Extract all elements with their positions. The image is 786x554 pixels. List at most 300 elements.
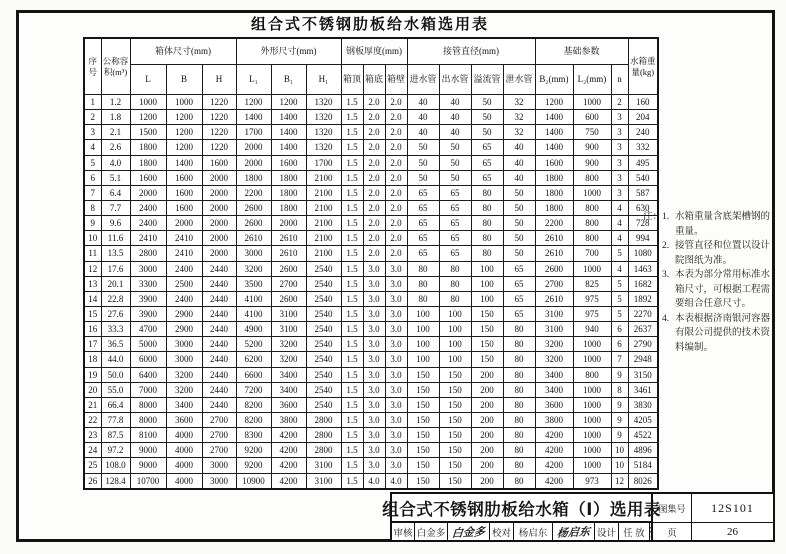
table-cell: 3150 [628, 367, 658, 382]
table-cell: 100 [407, 352, 439, 367]
table-cell: 1800 [535, 170, 573, 185]
table-cell: 40 [439, 110, 471, 125]
table-cell: 3.0 [385, 428, 407, 443]
table-cell: 2.0 [363, 110, 385, 125]
table-cell: 2200 [535, 216, 573, 231]
table-row [84, 246, 658, 261]
table-row [84, 473, 658, 489]
table-cell: 65 [503, 261, 535, 276]
table-cell: 100 [439, 352, 471, 367]
table-cell: 65 [407, 216, 439, 231]
table-cell: 12 [611, 473, 628, 489]
table-cell: 160 [628, 95, 658, 110]
table-cell: 100 [439, 322, 471, 337]
table-cell: 150 [439, 458, 471, 473]
table-cell: 3 [611, 125, 628, 140]
table-cell: 3100 [535, 322, 573, 337]
table-cell: 2700 [202, 428, 236, 443]
table-cell: 3200 [535, 337, 573, 352]
table-cell: 65 [407, 200, 439, 215]
table-cell: 1800 [271, 185, 306, 200]
table-cell: 1400 [535, 125, 573, 140]
table-cell: 900 [573, 140, 611, 155]
table-cell: 6 [611, 322, 628, 337]
table-cell: 7200 [236, 382, 271, 397]
table-cell: 2440 [202, 291, 236, 306]
col-header-H1: H₁ [306, 65, 341, 95]
table-cell: 7 [611, 352, 628, 367]
col-header-L2: L₂(mm) [573, 65, 611, 95]
table-cell: 587 [628, 185, 658, 200]
table-cell: 2.6 [101, 140, 130, 155]
table-cell: 3.0 [385, 458, 407, 473]
table-cell: 2000 [202, 200, 236, 215]
table-cell: 2440 [202, 276, 236, 291]
design-label: 设计 [595, 523, 619, 540]
table-cell: 4 [611, 231, 628, 246]
table-cell: 1.5 [341, 382, 363, 397]
note-item [662, 210, 777, 239]
table-cell: 200 [471, 428, 503, 443]
table-cell: 1.5 [341, 231, 363, 246]
table-cell: 1000 [573, 261, 611, 276]
table-cell: 3600 [535, 397, 573, 412]
table-cell: 13 [84, 276, 101, 291]
table-cell: 5200 [236, 337, 271, 352]
table-cell: 6400 [130, 367, 166, 382]
table-cell: 3100 [535, 306, 573, 321]
table-cell: 5 [611, 291, 628, 306]
table-cell: 19 [84, 367, 101, 382]
table-cell: 25 [84, 458, 101, 473]
table-cell: 3.0 [363, 261, 385, 276]
table-cell: 1320 [306, 140, 341, 155]
table-row [84, 458, 658, 473]
table-cell: 9 [611, 428, 628, 443]
table-cell: 50 [503, 246, 535, 261]
table-cell: 994 [628, 231, 658, 246]
table-cell: 50.0 [101, 367, 130, 382]
table-cell: 3.0 [363, 428, 385, 443]
table-cell: 2610 [535, 246, 573, 261]
table-cell: 9 [611, 367, 628, 382]
table-cell: 80 [439, 291, 471, 306]
col-header-seq: 序号 [84, 38, 101, 95]
table-cell: 40 [503, 170, 535, 185]
table-cell: 4200 [535, 443, 573, 458]
table-cell: 150 [471, 352, 503, 367]
table-cell: 2.0 [385, 246, 407, 261]
table-cell: 8200 [236, 412, 271, 427]
table-cell: 50 [471, 95, 503, 110]
table-cell: 150 [407, 397, 439, 412]
table-cell: 11 [84, 246, 101, 261]
table-cell: 9000 [130, 443, 166, 458]
table-cell: 36.5 [101, 337, 130, 352]
title-block-main-title: 组合式不锈钢肋板给水箱（Ⅰ）选用表 [392, 494, 653, 523]
table-cell: 2000 [202, 246, 236, 261]
designer-name: 任 放 [619, 523, 650, 540]
atlas-number-label: 图集号 [653, 494, 692, 523]
col-header-overflow-pipe: 溢流管 [471, 65, 503, 95]
table-cell: 3000 [202, 473, 236, 489]
table-cell: 1200 [236, 95, 271, 110]
table-cell: 1.5 [341, 412, 363, 427]
table-cell: 240 [628, 125, 658, 140]
col-header-weight: 水箱重量(kg) [628, 38, 658, 95]
table-cell: 6 [84, 170, 101, 185]
col-header-inlet-pipe: 进水管 [407, 65, 439, 95]
table-cell: 32 [503, 95, 535, 110]
table-cell: 2440 [202, 382, 236, 397]
notes-list [662, 210, 777, 355]
table-cell: 3200 [271, 352, 306, 367]
table-cell: 2610 [236, 231, 271, 246]
table-cell: 2100 [306, 216, 341, 231]
table-cell: 150 [407, 458, 439, 473]
table-cell: 3200 [236, 261, 271, 276]
table-cell: 150 [407, 428, 439, 443]
table-cell: 1800 [130, 155, 166, 170]
table-cell: 2.0 [385, 140, 407, 155]
table-cell: 1600 [271, 155, 306, 170]
table-cell: 3.0 [385, 397, 407, 412]
notes-prefix: 注： [643, 212, 663, 222]
table-cell: 1000 [573, 412, 611, 427]
table-cell: 9 [84, 216, 101, 231]
table-cell: 2000 [202, 231, 236, 246]
table-cell: 200 [471, 397, 503, 412]
table-cell: 40 [503, 140, 535, 155]
table-cell: 50 [439, 155, 471, 170]
table-cell: 27.6 [101, 306, 130, 321]
table-cell: 150 [439, 428, 471, 443]
table-cell: 1800 [130, 140, 166, 155]
table-cell: 1000 [573, 185, 611, 200]
table-cell: 1400 [166, 155, 202, 170]
table-cell: 1.5 [341, 367, 363, 382]
table-cell: 5 [84, 155, 101, 170]
table-cell: 100 [407, 337, 439, 352]
table-cell: 1000 [166, 95, 202, 110]
table-cell: 50 [439, 170, 471, 185]
table-cell: 150 [471, 306, 503, 321]
table-cell: 3200 [271, 337, 306, 352]
table-cell: 3200 [166, 382, 202, 397]
table-row [84, 125, 658, 140]
table-cell: 1.5 [341, 276, 363, 291]
table-cell: 4200 [535, 473, 573, 489]
table-cell: 1000 [573, 382, 611, 397]
table-cell: 3400 [535, 367, 573, 382]
table-cell: 1.5 [341, 306, 363, 321]
table-cell: 2.0 [363, 246, 385, 261]
table-cell: 2410 [166, 231, 202, 246]
table-cell: 2200 [236, 185, 271, 200]
table-cell: 2410 [130, 231, 166, 246]
table-cell: 10 [611, 458, 628, 473]
table-cell: 3830 [628, 397, 658, 412]
table-cell: 80 [407, 276, 439, 291]
table-cell: 100 [471, 291, 503, 306]
table-cell: 1220 [202, 110, 236, 125]
table-cell: 10900 [236, 473, 271, 489]
table-cell: 32 [503, 125, 535, 140]
table-cell: 1000 [573, 352, 611, 367]
table-cell: 2000 [236, 155, 271, 170]
table-cell: 3.0 [385, 337, 407, 352]
table-cell: 540 [628, 170, 658, 185]
table-cell: 2.0 [385, 231, 407, 246]
table-cell: 3400 [166, 397, 202, 412]
table-cell: 1.2 [101, 95, 130, 110]
table-cell: 6600 [236, 367, 271, 382]
table-cell: 150 [439, 382, 471, 397]
table-cell: 5 [611, 276, 628, 291]
table-cell: 2610 [535, 291, 573, 306]
table-cell: 332 [628, 140, 658, 155]
table-cell: 2610 [271, 231, 306, 246]
table-cell: 150 [407, 443, 439, 458]
table-cell: 65 [503, 276, 535, 291]
table-cell: 2440 [202, 322, 236, 337]
table-cell: 3000 [166, 352, 202, 367]
table-cell: 1000 [130, 95, 166, 110]
table-cell: 1000 [573, 428, 611, 443]
table-cell: 4200 [535, 428, 573, 443]
table-cell: 40 [439, 95, 471, 110]
table-cell: 4000 [166, 443, 202, 458]
table-cell: 2000 [130, 185, 166, 200]
table-cell: 100 [407, 306, 439, 321]
table-cell: 900 [573, 155, 611, 170]
table-cell: 50 [407, 170, 439, 185]
table-cell: 2440 [202, 306, 236, 321]
table-cell: 2.0 [385, 125, 407, 140]
table-cell: 2400 [166, 291, 202, 306]
table-cell: 16 [84, 322, 101, 337]
table-cell: 20 [84, 382, 101, 397]
table-cell: 1600 [130, 170, 166, 185]
table-cell: 21 [84, 397, 101, 412]
table-cell: 2000 [202, 185, 236, 200]
table-cell: 4200 [271, 473, 306, 489]
table-cell: 2637 [628, 322, 658, 337]
table-cell: 1.5 [341, 140, 363, 155]
table-cell: 4200 [535, 458, 573, 473]
table-cell: 4200 [271, 443, 306, 458]
table-cell: 80 [439, 276, 471, 291]
table-cell: 3.0 [363, 443, 385, 458]
table-cell: 200 [471, 382, 503, 397]
table-cell: 2600 [271, 261, 306, 276]
col-header-tank-wall: 箱壁 [385, 65, 407, 95]
table-cell: 4200 [271, 458, 306, 473]
table-cell: 8100 [130, 428, 166, 443]
table-cell: 1400 [535, 140, 573, 155]
table-cell: 3 [611, 110, 628, 125]
table-cell: 2000 [236, 140, 271, 155]
table-cell: 3 [84, 125, 101, 140]
col-group-outer-dims: 外形尺寸(mm) [236, 38, 341, 65]
page-number-value: 26 [727, 525, 738, 538]
table-cell: 1800 [535, 185, 573, 200]
table-cell: 2700 [271, 276, 306, 291]
table-cell: 1220 [202, 95, 236, 110]
table-cell: 22 [84, 412, 101, 427]
table-cell: 80 [503, 428, 535, 443]
table-cell: 50 [407, 140, 439, 155]
atlas-number-value: 12S101 [692, 494, 773, 523]
table-cell: 800 [573, 216, 611, 231]
table-cell: 2948 [628, 352, 658, 367]
table-cell: 1220 [202, 125, 236, 140]
table-cell: 1320 [306, 110, 341, 125]
table-cell: 10 [611, 443, 628, 458]
table-cell: 2700 [202, 443, 236, 458]
table-cell: 3300 [130, 276, 166, 291]
table-row [84, 216, 658, 231]
table-cell: 1.5 [341, 155, 363, 170]
table-row [84, 95, 658, 110]
table-cell: 9000 [130, 458, 166, 473]
table-cell: 2440 [202, 337, 236, 352]
note-text: 本表为部分常用标准水箱尺寸，可根据工程需要组合任意尺寸。 [675, 270, 771, 309]
col-header-n: n [611, 65, 628, 95]
table-cell: 80 [471, 185, 503, 200]
table-cell: 80 [471, 200, 503, 215]
table-cell: 6 [611, 337, 628, 352]
table-cell: 3100 [306, 458, 341, 473]
table-cell: 1.5 [341, 95, 363, 110]
table-cell: 7.7 [101, 200, 130, 215]
table-cell: 50 [503, 200, 535, 215]
table-cell: 3900 [130, 306, 166, 321]
table-cell: 2.0 [385, 155, 407, 170]
table-cell: 973 [573, 473, 611, 489]
table-cell: 1400 [271, 110, 306, 125]
table-row [84, 397, 658, 412]
col-header-tank-top: 箱顶 [341, 65, 363, 95]
table-cell: 3.0 [363, 397, 385, 412]
table-cell: 97.2 [101, 443, 130, 458]
table-cell: 65 [439, 200, 471, 215]
table-row [84, 155, 658, 170]
table-cell: 2540 [306, 261, 341, 276]
page-title: 组合式不锈钢肋板给水箱选用表 [250, 16, 489, 33]
table-cell: 4 [611, 200, 628, 215]
table-cell: 100 [407, 322, 439, 337]
table-cell: 4.0 [363, 473, 385, 489]
table-cell: 2540 [306, 382, 341, 397]
table-cell: 77.8 [101, 412, 130, 427]
table-cell: 3.0 [385, 367, 407, 382]
table-cell: 2440 [202, 367, 236, 382]
table-cell: 65 [407, 231, 439, 246]
table-cell: 2.0 [385, 200, 407, 215]
table-cell: 150 [439, 397, 471, 412]
table-cell: 4 [611, 261, 628, 276]
table-cell: 4205 [628, 412, 658, 427]
table-cell: 150 [471, 322, 503, 337]
table-cell: 9200 [236, 443, 271, 458]
table-cell: 3.0 [363, 412, 385, 427]
table-row [84, 367, 658, 382]
table-cell: 1400 [271, 125, 306, 140]
table-cell: 50 [503, 231, 535, 246]
table-cell: 3.0 [385, 291, 407, 306]
table-cell: 1800 [236, 170, 271, 185]
table-cell: 8 [611, 382, 628, 397]
table-cell: 2800 [306, 428, 341, 443]
table-cell: 2.0 [363, 216, 385, 231]
table-cell: 1200 [166, 110, 202, 125]
table-cell: 50 [439, 140, 471, 155]
designer-signature [650, 523, 651, 540]
table-cell: 4000 [166, 428, 202, 443]
note-number: 1. [662, 212, 670, 222]
table-cell: 150 [439, 443, 471, 458]
table-cell: 26 [84, 473, 101, 489]
table-cell: 1.5 [341, 291, 363, 306]
table-row [84, 200, 658, 215]
table-cell: 2100 [306, 185, 341, 200]
table-cell: 18 [84, 352, 101, 367]
table-cell: 975 [573, 291, 611, 306]
table-cell: 3400 [535, 382, 573, 397]
table-cell: 1.5 [341, 397, 363, 412]
table-cell: 3.0 [385, 322, 407, 337]
table-cell: 3000 [202, 458, 236, 473]
table-cell: 4896 [628, 443, 658, 458]
table-cell: 2000 [202, 216, 236, 231]
table-cell: 2.0 [385, 185, 407, 200]
proofreader-signature: 杨启东 [556, 525, 591, 540]
table-cell: 50 [503, 216, 535, 231]
reviewer-signature: 白金多 [451, 525, 486, 540]
table-cell: 80 [503, 382, 535, 397]
table-cell: 80 [503, 458, 535, 473]
table-cell: 65 [439, 216, 471, 231]
table-cell: 2540 [306, 306, 341, 321]
note-text: 接管直径和位置以设计院图纸为准。 [675, 241, 771, 266]
table-cell: 4000 [166, 458, 202, 473]
table-cell: 4200 [271, 428, 306, 443]
table-cell: 100 [439, 337, 471, 352]
table-cell: 2800 [306, 443, 341, 458]
table-cell: 3100 [271, 306, 306, 321]
table-cell: 10 [84, 231, 101, 246]
table-cell: 12 [84, 261, 101, 276]
table-cell: 2000 [271, 216, 306, 231]
table-cell: 1.5 [341, 200, 363, 215]
note-number: 2. [662, 241, 670, 251]
table-cell: 150 [407, 473, 439, 489]
table-cell: 2.0 [363, 185, 385, 200]
table-cell: 3000 [166, 337, 202, 352]
table-cell: 4100 [236, 291, 271, 306]
table-cell: 50 [471, 110, 503, 125]
table-cell: 3600 [166, 412, 202, 427]
table-cell: 108.0 [101, 458, 130, 473]
table-cell: 2000 [166, 216, 202, 231]
table-cell: 100 [439, 306, 471, 321]
table-cell: 2540 [306, 322, 341, 337]
col-header-H: H [202, 65, 236, 95]
table-cell: 1000 [573, 443, 611, 458]
table-cell: 100 [471, 261, 503, 276]
table-cell: 3.0 [385, 443, 407, 458]
